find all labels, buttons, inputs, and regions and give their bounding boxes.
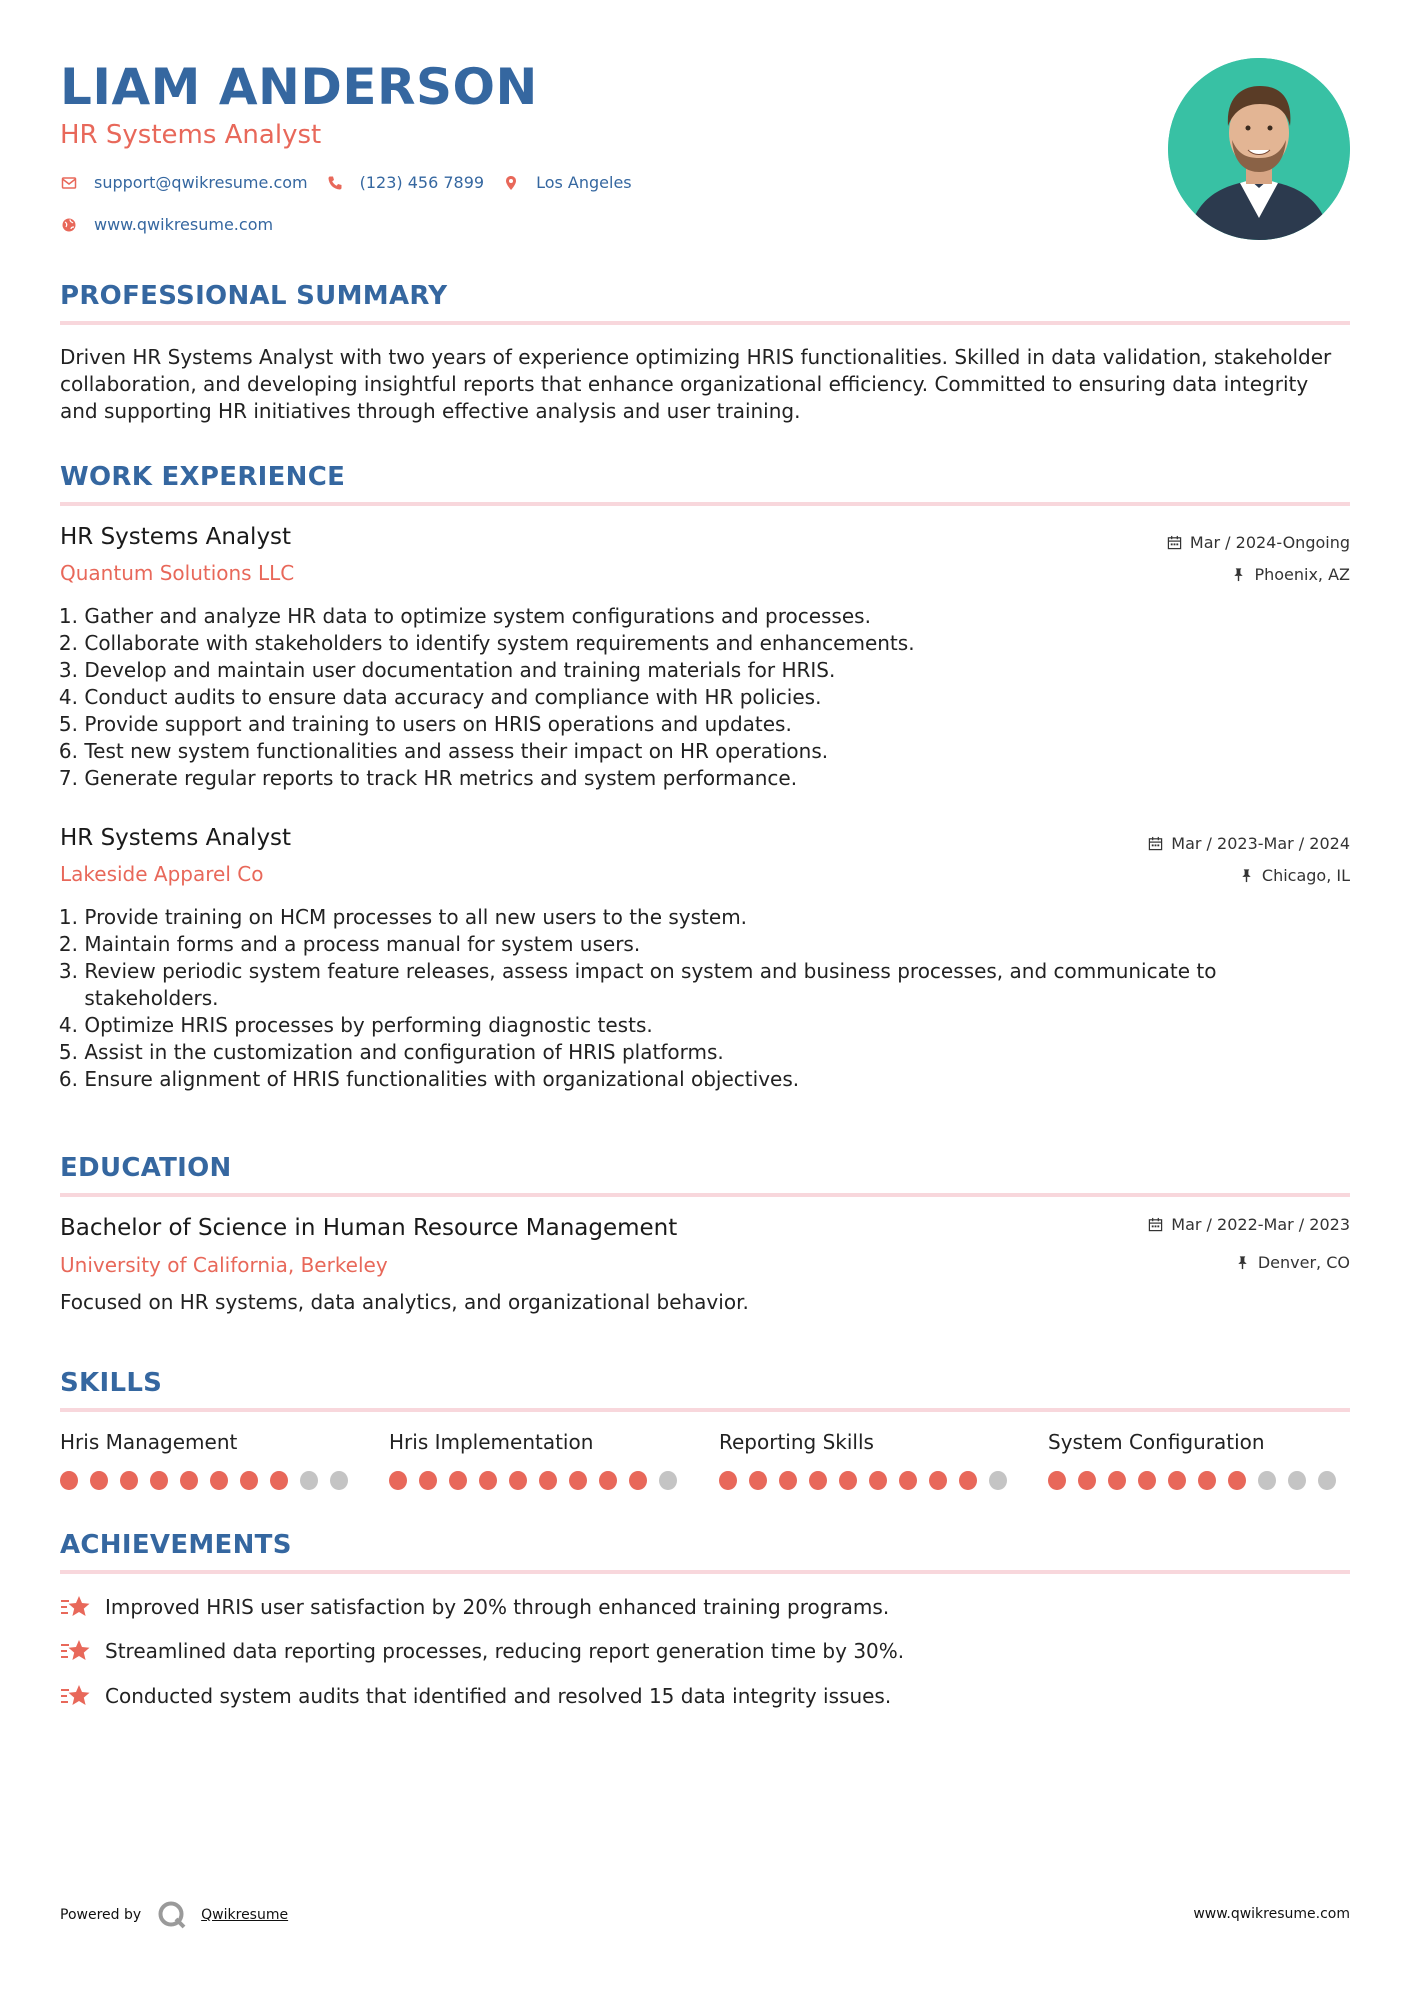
- education-dates: [1148, 1215, 1350, 1234]
- star-award-icon: [60, 1681, 92, 1711]
- job-company: Lakeside Apparel Co: [60, 862, 264, 886]
- rating-dot-filled: [1138, 1471, 1156, 1490]
- phone-number[interactable]: (123) 456 7899: [359, 173, 485, 192]
- list-item: 5. Provide support and training to users on HRIS operations and updates.: [58, 712, 792, 736]
- phone-icon: [326, 174, 344, 192]
- achievement-text: Streamlined data reporting processes, reducing report generation time by 30%.: [105, 1639, 905, 1663]
- website-row: [60, 215, 291, 234]
- job-company: Quantum Solutions LLC: [60, 561, 295, 585]
- rating-dot-filled: [90, 1471, 108, 1490]
- achievement-text: Improved HRIS user satisfaction by 20% through enhanced training programs.: [105, 1595, 890, 1619]
- rating-dot-filled: [270, 1471, 288, 1490]
- rating-dot-empty: [1288, 1471, 1306, 1490]
- school-name: University of California, Berkeley: [60, 1253, 388, 1277]
- achievement-item: [60, 1636, 904, 1666]
- rating-dot-filled: [1228, 1471, 1246, 1490]
- education-heading: EDUCATION: [60, 1153, 1350, 1197]
- job-location: [1239, 866, 1350, 885]
- list-item: 1. Provide training on HCM processes to all new users to the system.: [58, 905, 748, 929]
- education-location-text: Denver, CO: [1257, 1253, 1350, 1272]
- rating-dot-filled: [419, 1471, 437, 1490]
- rating-dot-empty: [659, 1471, 677, 1490]
- job-dates-text: Mar / 2023-Mar / 2024: [1171, 834, 1350, 853]
- list-item: 4. Conduct audits to ensure data accuracy and compliance with HR policies.: [58, 685, 822, 709]
- footer-website[interactable]: www.qwikresume.com: [1193, 1906, 1350, 1922]
- rating-dot-filled: [120, 1471, 138, 1490]
- job-location: [1231, 565, 1350, 584]
- rating-dot-filled: [389, 1471, 407, 1490]
- list-item: 4. Optimize HRIS processes by performing diagnostic tests.: [58, 1013, 653, 1037]
- rating-dot-filled: [809, 1471, 827, 1490]
- job-bullets: [48, 904, 1298, 1093]
- list-item: 6. Ensure alignment of HRIS functionalities with organizational objectives.: [58, 1067, 800, 1091]
- list-item: 1. Gather and analyze HR data to optimize system configurations and processes.: [58, 604, 871, 628]
- pushpin-icon: [1231, 567, 1246, 582]
- achievement-text: Conducted system audits that identified and resolved 15 data integrity issues.: [105, 1684, 892, 1708]
- rating-dot-filled: [180, 1471, 198, 1490]
- rating-dot-filled: [959, 1471, 977, 1490]
- footer-powered-by: [60, 1900, 288, 1930]
- rating-dot-filled: [539, 1471, 557, 1490]
- rating-dot-filled: [240, 1471, 258, 1490]
- rating-dot-filled: [210, 1471, 228, 1490]
- location-text: Los Angeles: [536, 173, 632, 192]
- star-award-icon: [60, 1636, 92, 1666]
- rating-dot-filled: [749, 1471, 767, 1490]
- rating-dot-filled: [1108, 1471, 1126, 1490]
- list-item: 2. Collaborate with stakeholders to identify system requirements and enhancements.: [58, 631, 915, 655]
- job-bullets: [48, 603, 1298, 792]
- calendar-icon: [1167, 535, 1182, 550]
- profile-photo: [1168, 58, 1350, 240]
- education-location: [1235, 1253, 1350, 1272]
- skill-item: [719, 1430, 1019, 1490]
- skill-name: Reporting Skills: [719, 1430, 874, 1454]
- experience-heading: WORK EXPERIENCE: [60, 462, 1350, 506]
- rating-dot-filled: [719, 1471, 737, 1490]
- email-link[interactable]: support@qwikresume.com: [94, 173, 308, 192]
- rating-dot-filled: [899, 1471, 917, 1490]
- rating-dot-filled: [1168, 1471, 1186, 1490]
- skill-name: Hris Management: [60, 1430, 238, 1454]
- candidate-title: HR Systems Analyst: [60, 120, 322, 150]
- rating-dot-empty: [1258, 1471, 1276, 1490]
- rating-dot-filled: [1048, 1471, 1066, 1490]
- rating-dot-empty: [1318, 1471, 1336, 1490]
- rating-dot-empty: [330, 1471, 348, 1490]
- rating-dot-filled: [60, 1471, 78, 1490]
- brand-link[interactable]: Qwikresume: [201, 1907, 289, 1923]
- list-item: 7. Generate regular reports to track HR metrics and system performance.: [58, 766, 798, 790]
- job-title: HR Systems Analyst: [60, 524, 292, 550]
- star-award-icon: [60, 1592, 92, 1622]
- skill-item: [389, 1430, 689, 1490]
- summary-text: Driven HR Systems Analyst with two years of experience optimizing HRIS functionalities. Skilled in data validation, stakeholder collaboration, and developing insightful reports that enhance organizational efficiency. Committed to ensuring data integrity and supporting HR initiatives through effective analysis and user training.: [60, 345, 1332, 423]
- skill-rating: [719, 1471, 1019, 1490]
- list-item: 3. Review periodic system feature releases, assess impact on system and business processes, and communicate to stakeholders.: [58, 959, 1217, 1010]
- candidate-name: LIAM ANDERSON: [60, 58, 538, 116]
- skill-name: Hris Implementation: [389, 1430, 594, 1454]
- rating-dot-filled: [869, 1471, 887, 1490]
- pushpin-icon: [1239, 868, 1254, 883]
- rating-dot-empty: [300, 1471, 318, 1490]
- skill-rating: [1048, 1471, 1348, 1490]
- rating-dot-filled: [629, 1471, 647, 1490]
- list-item: 5. Assist in the customization and configuration of HRIS platforms.: [58, 1040, 724, 1064]
- rating-dot-filled: [839, 1471, 857, 1490]
- rating-dot-filled: [1198, 1471, 1216, 1490]
- achievements-heading: ACHIEVEMENTS: [60, 1530, 1350, 1574]
- skill-rating: [60, 1471, 360, 1490]
- contact-row: [60, 173, 650, 192]
- summary-heading: PROFESSIONAL SUMMARY: [60, 281, 1350, 325]
- achievement-item: [60, 1681, 891, 1711]
- job-dates-text: Mar / 2024-Ongoing: [1189, 533, 1350, 552]
- rating-dot-filled: [509, 1471, 527, 1490]
- list-item: 3. Develop and maintain user documentation and training materials for HRIS.: [58, 658, 836, 682]
- education-dates-text: Mar / 2022-Mar / 2023: [1171, 1215, 1350, 1234]
- skills-heading: SKILLS: [60, 1368, 1350, 1412]
- rating-dot-filled: [779, 1471, 797, 1490]
- job-title: HR Systems Analyst: [60, 825, 292, 851]
- list-item: 6. Test new system functionalities and assess their impact on HR operations.: [58, 739, 829, 763]
- skill-item: [60, 1430, 360, 1490]
- qwikresume-logo-icon: [157, 1900, 187, 1930]
- rating-dot-filled: [569, 1471, 587, 1490]
- rating-dot-filled: [449, 1471, 467, 1490]
- pushpin-icon: [1235, 1255, 1250, 1270]
- rating-dot-filled: [1078, 1471, 1096, 1490]
- education-description: Focused on HR systems, data analytics, and organizational behavior.: [60, 1290, 749, 1314]
- rating-dot-filled: [599, 1471, 617, 1490]
- powered-by-label: Powered by: [60, 1907, 142, 1923]
- rating-dot-filled: [929, 1471, 947, 1490]
- list-item: 2. Maintain forms and a process manual for system users.: [58, 932, 641, 956]
- skill-item: [1048, 1430, 1348, 1490]
- rating-dot-empty: [989, 1471, 1007, 1490]
- website-link[interactable]: www.qwikresume.com: [94, 215, 274, 234]
- calendar-icon: [1148, 1217, 1163, 1232]
- globe-icon: [60, 216, 78, 234]
- skill-rating: [389, 1471, 689, 1490]
- calendar-icon: [1148, 836, 1163, 851]
- job-dates: [1167, 533, 1350, 552]
- job-location-text: Chicago, IL: [1261, 866, 1350, 885]
- location-pin-icon: [502, 174, 520, 192]
- skill-name: System Configuration: [1048, 1430, 1265, 1454]
- degree-title: Bachelor of Science in Human Resource Management: [60, 1215, 678, 1241]
- email-icon: [60, 174, 78, 192]
- job-location-text: Phoenix, AZ: [1254, 565, 1350, 584]
- achievement-item: [60, 1592, 889, 1622]
- rating-dot-filled: [150, 1471, 168, 1490]
- rating-dot-filled: [479, 1471, 497, 1490]
- job-dates: [1148, 834, 1350, 853]
